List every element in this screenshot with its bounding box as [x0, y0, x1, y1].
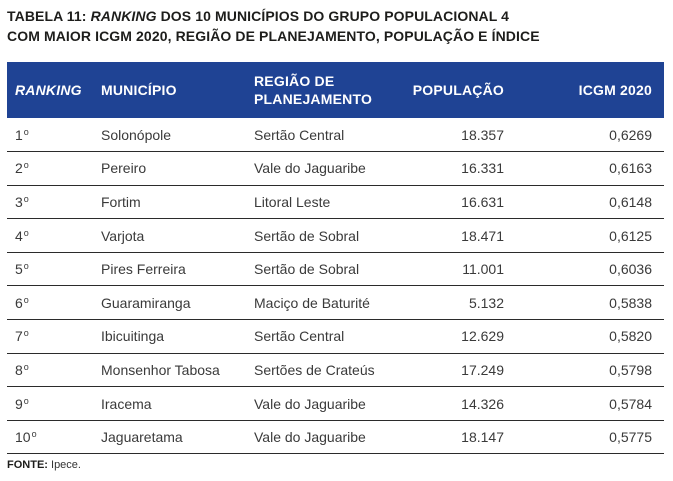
cell-regiao: Vale do Jaguaribe [254, 160, 366, 177]
rank-number: 9 [15, 395, 23, 412]
source-text: Ipece. [47, 459, 81, 471]
cell-municipio: Solonópole [101, 126, 172, 143]
cell-regiao: Maciço de Baturité [254, 294, 370, 311]
cell-ranking [7, 320, 101, 354]
table-row [7, 353, 664, 387]
cell-icgm: 0,5820 [609, 328, 652, 345]
cell-icgm: 0,5784 [609, 395, 652, 412]
header-municipio: MUNICÍPIO [101, 82, 177, 98]
rank-number: 3 [15, 193, 23, 210]
cell-municipio: Ibicuitinga [101, 328, 165, 345]
cell-regiao: Sertão de Sobral [254, 227, 360, 244]
cell-populacao: 16.631 [461, 193, 504, 210]
cell-icgm: 0,6163 [609, 160, 652, 177]
cell-populacao: 11.001 [462, 261, 504, 278]
rank-number: 6 [15, 294, 23, 311]
cell-municipio: Pereiro [101, 160, 147, 177]
table-row [7, 420, 664, 454]
rank-ordinal: o [23, 160, 29, 171]
rank-ordinal: o [23, 395, 29, 406]
cell-regiao: Vale do Jaguaribe [254, 429, 366, 446]
table-row [7, 286, 664, 320]
cell-regiao: Sertão Central [254, 328, 345, 345]
cell-regiao: Vale do Jaguaribe [254, 395, 366, 412]
rank-number: 7 [15, 328, 23, 345]
cell-ranking [7, 185, 101, 219]
rank-ordinal: o [31, 429, 37, 440]
source-note [7, 459, 81, 471]
cell-icgm: 0,5838 [609, 294, 652, 311]
rank-ordinal: o [23, 328, 29, 339]
header-regiao-line-2: PLANEJAMENTO [254, 91, 373, 107]
rank-ordinal: o [23, 361, 29, 372]
rank-number: 5 [15, 261, 23, 278]
table-row [7, 185, 664, 219]
cell-ranking [7, 152, 101, 186]
table-header [7, 62, 664, 118]
cell-municipio: Jaguaretama [101, 429, 183, 446]
rank-ordinal: o [23, 193, 29, 204]
header-icgm: ICGM 2020 [578, 82, 652, 98]
ranking-table [7, 62, 664, 454]
cell-municipio: Varjota [101, 227, 145, 244]
cell-icgm: 0,6148 [609, 193, 652, 210]
cell-regiao: Sertão de Sobral [254, 261, 360, 278]
cell-regiao: Sertão Central [254, 126, 345, 143]
cell-municipio: Monsenhor Tabosa [101, 361, 220, 378]
rank-number: 4 [15, 227, 23, 244]
cell-ranking [7, 252, 101, 286]
rank-number: 1 [15, 126, 23, 143]
rank-ordinal: o [23, 126, 29, 137]
cell-municipio: Pires Ferreira [101, 261, 186, 278]
cell-ranking [7, 286, 101, 320]
cell-municipio: Fortim [101, 193, 141, 210]
header-regiao [254, 62, 404, 118]
cell-regiao: Litoral Leste [254, 193, 331, 210]
table-row [7, 152, 664, 186]
table-title-prefix: TABELA 11: [7, 8, 91, 24]
cell-populacao: 18.357 [461, 126, 504, 143]
table-title-line-1 [7, 6, 667, 26]
table-row [7, 387, 664, 421]
cell-ranking [7, 353, 101, 387]
table-title-line-2: COM MAIOR ICGM 2020, REGIÃO DE PLANEJAMENTO, POPULAÇÃO E ÍNDICE [7, 28, 540, 44]
cell-populacao: 17.249 [461, 361, 504, 378]
cell-populacao: 14.326 [461, 395, 504, 412]
cell-icgm: 0,6036 [609, 261, 652, 278]
rank-ordinal: o [23, 294, 29, 305]
rank-number: 2 [15, 160, 23, 177]
rank-ordinal: o [23, 227, 29, 238]
cell-regiao: Sertões de Crateús [254, 361, 375, 378]
cell-populacao: 18.471 [461, 227, 504, 244]
header-populacao: POPULAÇÃO [412, 82, 504, 98]
cell-ranking [7, 219, 101, 253]
table-title [7, 6, 667, 46]
header-regiao-line-1: REGIÃO DE [254, 73, 335, 89]
table-header-row [7, 62, 664, 118]
cell-icgm: 0,6125 [609, 227, 652, 244]
table-row [7, 118, 664, 152]
table-title-line1-rest: DOS 10 MUNICÍPIOS DO GRUPO POPULACIONAL 4 [156, 8, 510, 24]
cell-populacao: 16.331 [461, 160, 504, 177]
cell-municipio: Iracema [101, 395, 152, 412]
cell-populacao: 18.147 [461, 429, 504, 446]
table-title-emphasis: RANKING [90, 8, 157, 24]
source-label: FONTE: [7, 459, 48, 471]
rank-number: 8 [15, 361, 23, 378]
cell-populacao: 5.132 [468, 294, 504, 311]
table-row [7, 252, 664, 286]
cell-icgm: 0,6269 [609, 126, 652, 143]
table-body [7, 118, 664, 454]
header-ranking: RANKING [15, 82, 82, 98]
cell-ranking [7, 118, 101, 152]
table-row [7, 320, 664, 354]
cell-ranking [7, 387, 101, 421]
rank-number: 10 [15, 429, 31, 446]
rank-ordinal: o [23, 261, 29, 272]
cell-populacao: 12.629 [461, 328, 504, 345]
table-row [7, 219, 664, 253]
cell-municipio: Guaramiranga [101, 294, 191, 311]
cell-ranking [7, 420, 101, 454]
cell-icgm: 0,5798 [609, 361, 652, 378]
cell-icgm: 0,5775 [609, 429, 652, 446]
